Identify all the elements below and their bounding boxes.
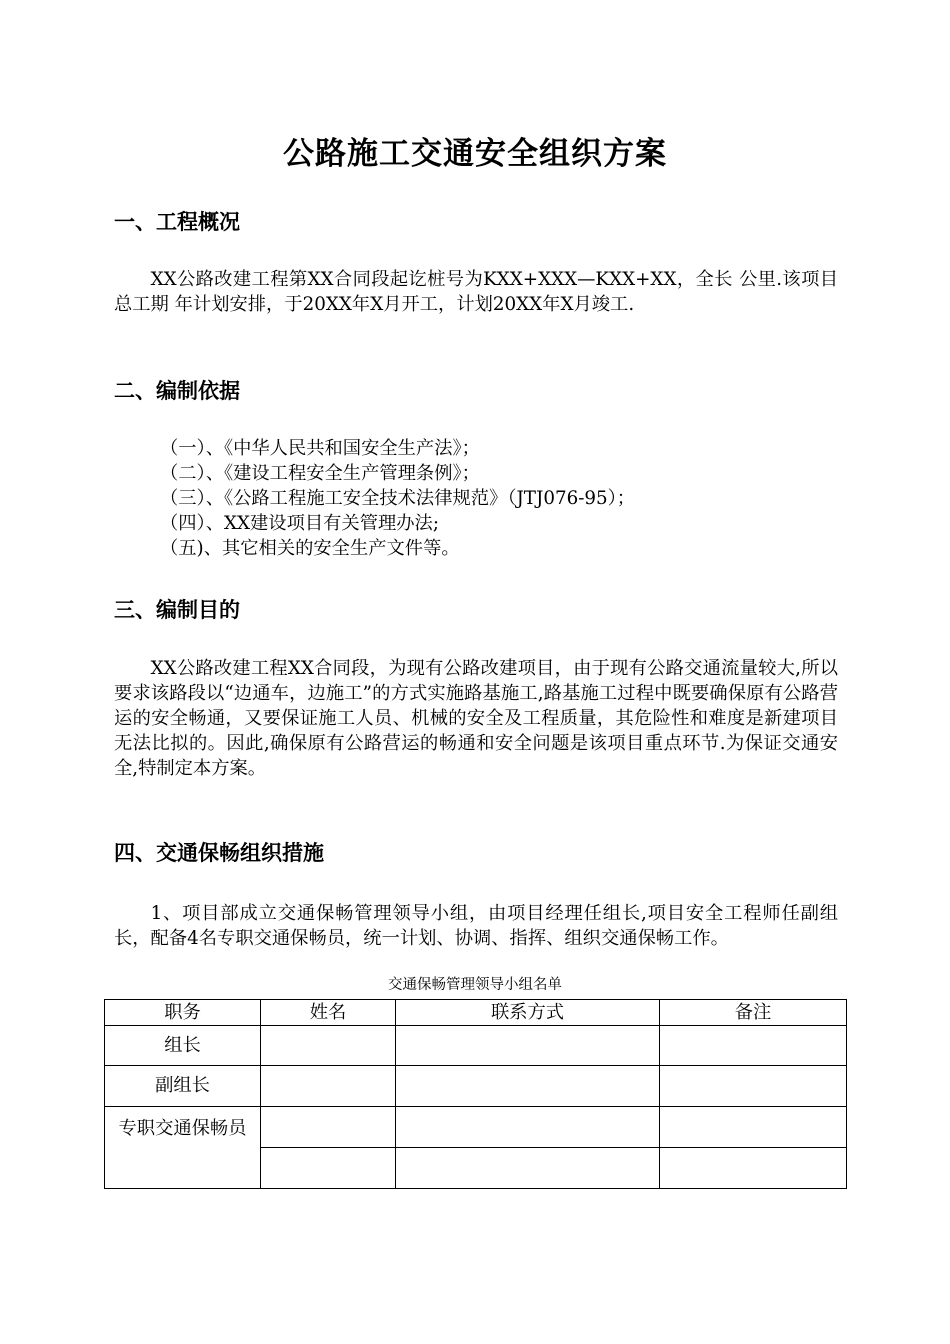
section-heading-basis: 二、编制依据 [114, 379, 240, 403]
remarks-cell [660, 1066, 847, 1107]
column-header-name: 姓名 [261, 1000, 396, 1026]
role-cell: 专职交通保畅员 [105, 1107, 261, 1189]
remarks-cell [660, 1026, 847, 1066]
measures-paragraph: 1、项目部成立交通保畅管理领导小组，由项目经理任组长,项目安全工程师任副组长，配备4名专职交通保畅员，统一计划、协调、指挥、组织交通保畅工作。 [114, 903, 838, 949]
basis-item: （四）、XX建设项目有关管理办法; [160, 513, 439, 534]
column-header-contact: 联系方式 [396, 1000, 660, 1026]
basis-item: （二）、《建设工程安全生产管理条例》； [160, 463, 480, 484]
name-cell [261, 1107, 396, 1148]
table-row [105, 1107, 847, 1148]
document-title: 公路施工交通安全组织方案 [283, 136, 667, 172]
section-heading-overview: 一、工程概况 [114, 210, 240, 234]
basis-item: （一）、《中华人民共和国安全生产法》； [160, 438, 480, 459]
table-row [105, 1026, 847, 1066]
section-heading-purpose: 三、编制目的 [114, 598, 240, 622]
purpose-paragraph: XX公路改建工程XX合同段，为现有公路改建项目，由于现有公路交通流量较大,所以要求该路段以“边通车，边施工”的方式实施路基施工,路基施工过程中既要确保原有公路营运的安全畅通，又要保证施工人员、机械的安全及工程质量，其危险性和难度是新建项目无法比拟的。因此,确保原有公路营运的畅通和安全问题是该项目重点环节.为保证交通安全,特制定本方案。 [114, 658, 838, 779]
basis-list [160, 436, 840, 561]
overview-paragraph: XX公路改建工程第XX合同段起讫桩号为KXX+XXX—KXX+XX，全长 公里.该项目总工期 年计划安排，于20XX年X月开工，计划20XX年X月竣工. [114, 269, 838, 315]
leadership-team-table [104, 999, 847, 1189]
contact-cell [396, 1026, 660, 1066]
table-row [105, 1066, 847, 1107]
basis-item: （五)、其它相关的安全生产文件等。 [160, 538, 460, 559]
role-cell: 副组长 [105, 1066, 261, 1107]
contact-cell [396, 1066, 660, 1107]
name-cell [261, 1066, 396, 1107]
column-header-remarks: 备注 [660, 1000, 847, 1026]
table-caption: 交通保畅管理领导小组名单 [388, 977, 562, 993]
remarks-cell [660, 1107, 847, 1148]
contact-cell [396, 1148, 660, 1189]
role-cell: 组长 [105, 1026, 261, 1066]
basis-item: （三）、《公路工程施工安全技术法律规范》（JTJ076-95）； [160, 488, 636, 509]
remarks-cell [660, 1148, 847, 1189]
section-heading-measures: 四、交通保畅组织措施 [114, 841, 324, 865]
name-cell [261, 1148, 396, 1189]
column-header-role: 职务 [105, 1000, 261, 1026]
table-header-row [105, 1000, 847, 1026]
name-cell [261, 1026, 396, 1066]
contact-cell [396, 1107, 660, 1148]
